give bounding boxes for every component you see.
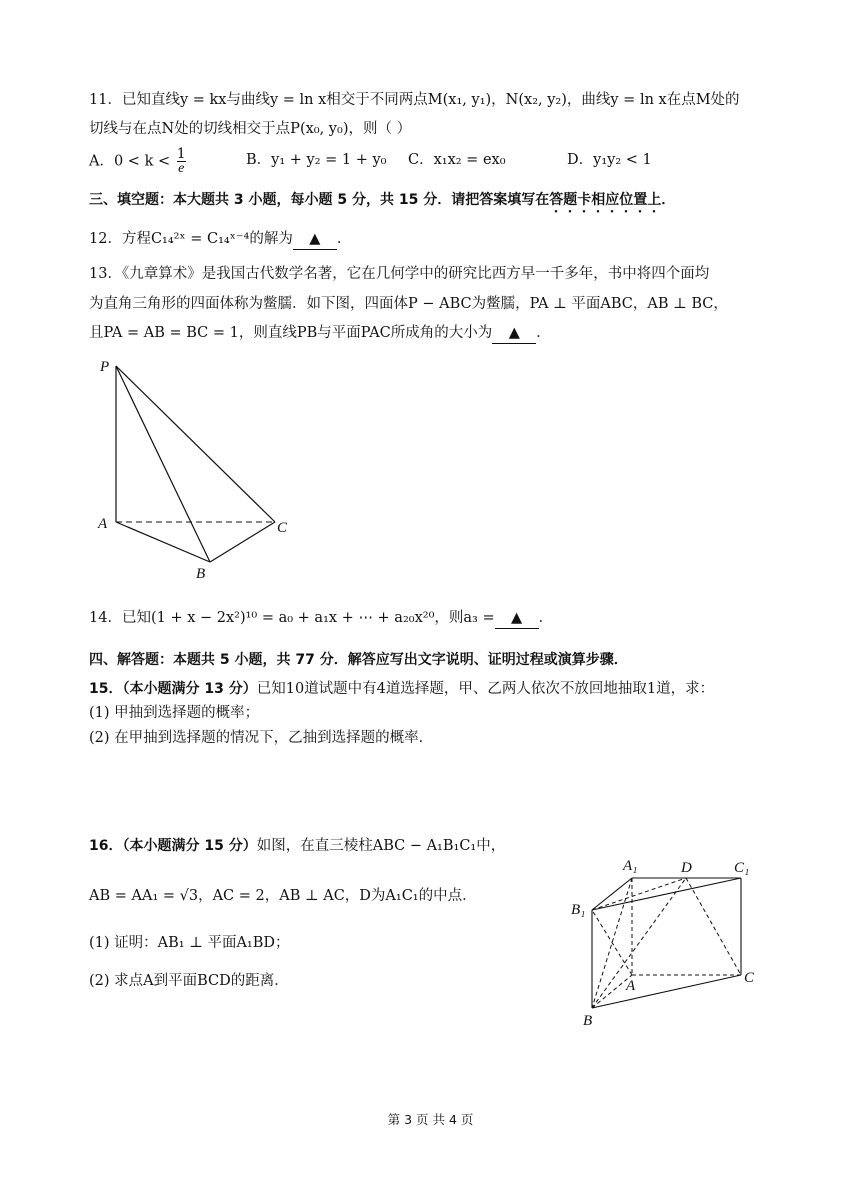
q13-answer-blank: ▲ xyxy=(492,323,536,344)
prism-figure xyxy=(565,850,765,1030)
q13-end: ． xyxy=(536,325,551,341)
label-d: D xyxy=(681,860,692,876)
section3-prefix: 三、填空题：本大题共 3 小题，每小题 5 分，共 15 分．请把答案填写在 xyxy=(89,192,550,208)
q14-end: ． xyxy=(538,610,554,626)
section3-emphasis: 答题卡相应位置上 xyxy=(549,192,662,208)
label-b1: B₁ xyxy=(571,902,586,918)
q15-head: 15．（本小题满分 13 分） xyxy=(89,681,257,697)
page-footer: 第 3 页 共 4 页 xyxy=(387,1112,474,1127)
q14-text: 14．已知(1 + x − 2x²)¹⁰ = a₀ + a₁x + ⋯ + a₂₀x²⁰，则a₃ = xyxy=(89,610,495,626)
q11-option-a-fraction xyxy=(177,147,186,176)
label-c: C xyxy=(277,520,288,536)
label-p: P xyxy=(100,359,110,375)
q13-line3-text: 且PA = AB = BC = 1，则直线PB与平面PAC所成角的大小为 xyxy=(89,325,493,341)
edge-pc xyxy=(116,366,275,522)
q11-option-a-denominator: e xyxy=(178,161,185,176)
label-a: A xyxy=(98,516,108,532)
q15-part1: (1) 甲抽到选择题的概率； xyxy=(89,705,260,721)
edge-ab xyxy=(116,522,210,562)
q11-option-b: B．y₁ + y₂ = 1 + y₀ xyxy=(246,152,387,168)
q16-head: 16．（本小题满分 15 分） xyxy=(89,838,257,854)
q11-option-d: D．y₁y₂ < 1 xyxy=(567,152,652,168)
label-a: A xyxy=(626,978,636,994)
edge-b1-d-hidden xyxy=(592,878,686,910)
edge-b-d-hidden xyxy=(592,878,686,1008)
label-a1: A₁ xyxy=(623,858,638,874)
edge-b-c xyxy=(592,975,741,1008)
q12-text: 12．方程C₁₄²ˣ = C₁₄ˣ⁻⁴的解为 xyxy=(89,231,293,247)
q16-part1: (1) 证明：AB₁ ⊥ 平面A₁BD； xyxy=(89,935,290,951)
q11-option-a-numerator: 1 xyxy=(176,146,186,162)
q14 xyxy=(89,608,553,629)
q14-answer-blank: ▲ xyxy=(495,608,539,629)
q15-stem: 已知10道试题中有4道选择题，甲、乙两人依次不放回地抽取1道，求： xyxy=(256,681,715,697)
q15-line1 xyxy=(89,679,714,699)
q11-line1: 11．已知直线y = kx与曲线y = ln x相交于不同两点M(x₁, y₁)，N(x₂, y₂)，曲线y = ln x在点M处的 xyxy=(89,92,740,108)
q13-line2: 为直角三角形的四面体称为鳖臑．如下图，四面体P − ABC为鳖臑，PA ⊥ 平面ABC，AB ⊥ BC， xyxy=(89,296,728,312)
q12-answer-blank: ▲ xyxy=(293,229,337,250)
edge-d-c-hidden xyxy=(686,878,741,975)
edge-pb xyxy=(116,366,210,562)
q12 xyxy=(89,229,351,250)
q13-line3 xyxy=(89,323,551,344)
label-b: B xyxy=(196,566,206,582)
q16-line1 xyxy=(89,836,505,856)
section4-heading: 四、解答题：本题共 5 小题，共 77 分．解答应写出文字说明、证明过程或演算步骤． xyxy=(89,652,628,668)
q11-option-a-text: A．0 < k < xyxy=(89,153,171,170)
q11-line2: 切线与在点N处的切线相交于点P(x₀, y₀)，则（ ） xyxy=(89,121,412,137)
label-c1: C₁ xyxy=(734,860,750,876)
q16-part2: (2) 求点A到平面BCD的距离． xyxy=(89,973,289,989)
edge-bc xyxy=(210,522,275,562)
label-b: B xyxy=(583,1013,593,1029)
tetrahedron-figure xyxy=(90,350,300,590)
section3-heading xyxy=(89,190,675,216)
q11-option-a xyxy=(89,147,188,176)
q15-part2: (2) 在甲抽到选择题的情况下，乙抽到选择题的概率． xyxy=(89,730,434,746)
q13-line1: 13．《九章算术》是我国古代数学名著，它在几何学中的研究比西方早一千多年，书中将四个面均 xyxy=(89,266,710,282)
q12-end: ． xyxy=(336,231,352,247)
section3-suffix: ． xyxy=(661,192,676,208)
edge-a-b1-hidden xyxy=(592,910,632,975)
label-c: C xyxy=(744,970,755,986)
q16-line2: AB = AA₁ = √3，AC = 2，AB ⊥ AC，D为A₁C₁的中点． xyxy=(89,888,477,904)
q11-option-c: C．x₁x₂ = ex₀ xyxy=(408,152,506,168)
q16-stem: 如图，在直三棱柱ABC − A₁B₁C₁中， xyxy=(256,838,506,854)
